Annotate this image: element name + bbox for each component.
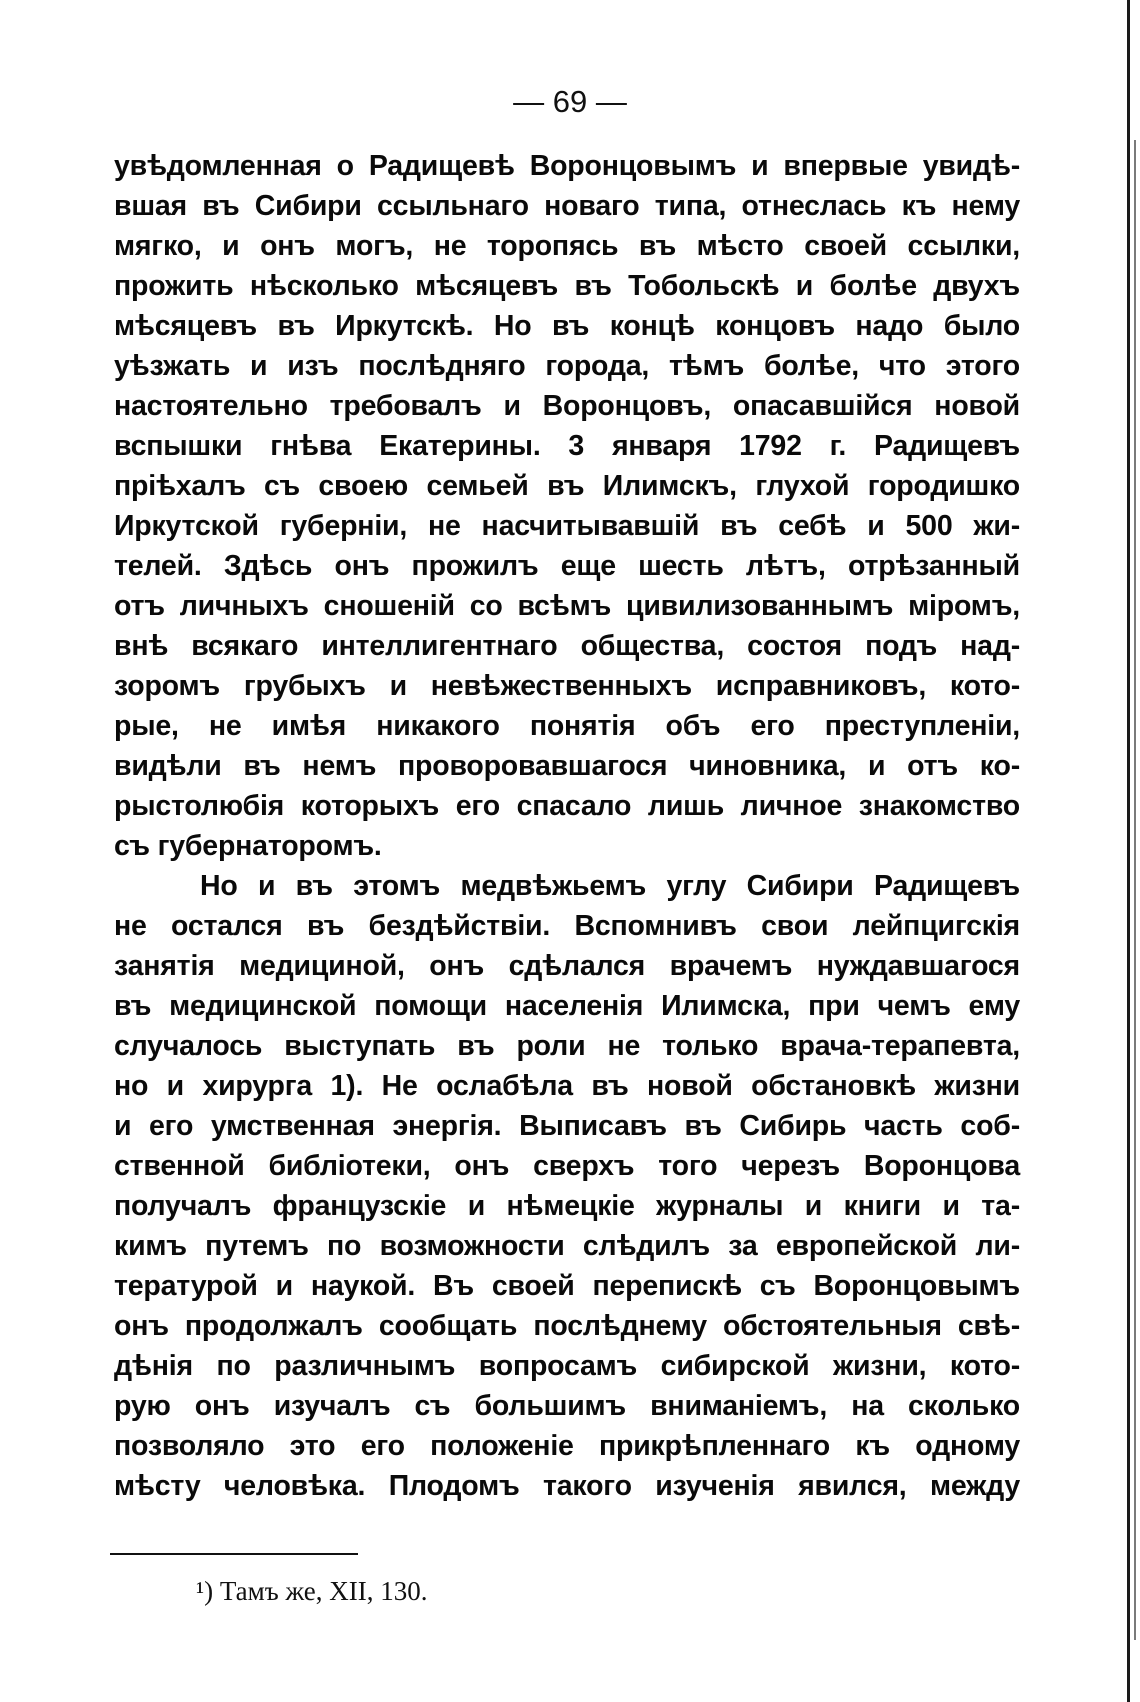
text-line: занятія медициной, онъ сдѣлался врачемъ нуждавшагося (114, 950, 1020, 982)
footnote-divider (110, 1553, 358, 1555)
text-line: Но и въ этомъ медвѣжьемъ углу Сибири Радищевъ (200, 870, 1020, 902)
text-line: дѣнія по различнымъ вопросамъ сибирской жизни, кото- (114, 1350, 1020, 1382)
text-line: тературой и наукой. Въ своей перепискѣ съ Воронцовымъ (114, 1270, 1020, 1302)
text-line: не остался въ бездѣйствіи. Вспомнивъ свои лейпцигскія (114, 910, 1020, 942)
text-line: пріѣхалъ съ своею семьей въ Илимскъ, глухой городишко (114, 470, 1020, 502)
text-line: увѣдомленная о Радищевѣ Воронцовымъ и впервые увидѣ- (114, 150, 1020, 182)
text-line: настоятельно требовалъ и Воронцовъ, опасавшійся новой (114, 390, 1020, 422)
text-line: кимъ путемъ по возможности слѣдилъ за европейской ли- (114, 1230, 1020, 1262)
text-line: но и хирурга 1). Не ослабѣла въ новой обстановкѣ жизни (114, 1070, 1020, 1102)
text-line: и его умственная энергія. Выписавъ въ Сибирь часть соб- (114, 1110, 1020, 1142)
text-line: видѣли въ немъ проворовавшагося чиновника, и отъ ко- (114, 750, 1020, 782)
text-line: телей. Здѣсь онъ прожилъ еще шесть лѣтъ, отрѣзанный (114, 550, 1020, 582)
text-line: зоромъ грубыхъ и невѣжественныхъ исправниковъ, кото- (114, 670, 1020, 702)
text-line: рую онъ изучалъ съ большимъ вниманіемъ, на сколько (114, 1390, 1020, 1422)
text-line: съ губернаторомъ. (114, 830, 382, 862)
paragraph-1 (114, 146, 1020, 866)
page-number: — 69 — (513, 84, 627, 119)
paragraph-2 (114, 866, 1020, 1506)
footnote: ¹) Тамъ же, XII, 130. (196, 1576, 428, 1606)
page-edge-shadow (1134, 140, 1136, 1640)
text-line: Иркутской губерніи, не насчитывавшій въ себѣ и 500 жи- (114, 510, 1020, 542)
text-line: онъ продолжалъ сообщать послѣднему обстоятельныя свѣ- (114, 1310, 1020, 1342)
text-line: мѣсяцевъ въ Иркутскѣ. Но въ концѣ концовъ надо было (114, 310, 1020, 342)
text-line: рыстолюбія которыхъ его спасало лишь личное знакомство (114, 790, 1020, 822)
text-line: позволяло это его положеніе прикрѣпленнаго къ одному (114, 1430, 1020, 1462)
text-line: въ медицинской помощи населенія Илимска, при чемъ ему (114, 990, 1020, 1022)
text-line: внѣ всякаго интеллигентнаго общества, состоя подъ над- (114, 630, 1020, 662)
text-line: мѣсту человѣка. Плодомъ такого изученія явился, между (114, 1470, 1020, 1502)
text-line: прожить нѣсколько мѣсяцевъ въ Тобольскѣ и болѣе двухъ (114, 270, 1020, 302)
text-line: вспышки гнѣва Екатерины. 3 января 1792 г. Радищевъ (114, 430, 1020, 462)
text-line: получалъ французскіе и нѣмецкіе журналы и книги и та- (114, 1190, 1020, 1222)
text-line: уѣзжать и изъ послѣдняго города, тѣмъ болѣе, что этого (114, 350, 1020, 382)
page-edge-line (1127, 0, 1130, 1702)
body-text (114, 146, 1020, 1506)
text-line: рые, не имѣя никакого понятія объ его преступленіи, (114, 710, 1020, 742)
text-line: ственной библіотеки, онъ сверхъ того черезъ Воронцова (114, 1150, 1020, 1182)
text-line: случалось выступать въ роли не только врача-терапевта, (114, 1030, 1020, 1062)
text-line: мягко, и онъ могъ, не торопясь въ мѣсто своей ссылки, (114, 230, 1020, 262)
text-line: вшая въ Сибири ссыльнаго новаго типа, отнеслась къ нему (114, 190, 1020, 222)
text-line: отъ личныхъ сношеній со всѣмъ цивилизованнымъ міромъ, (114, 590, 1020, 622)
